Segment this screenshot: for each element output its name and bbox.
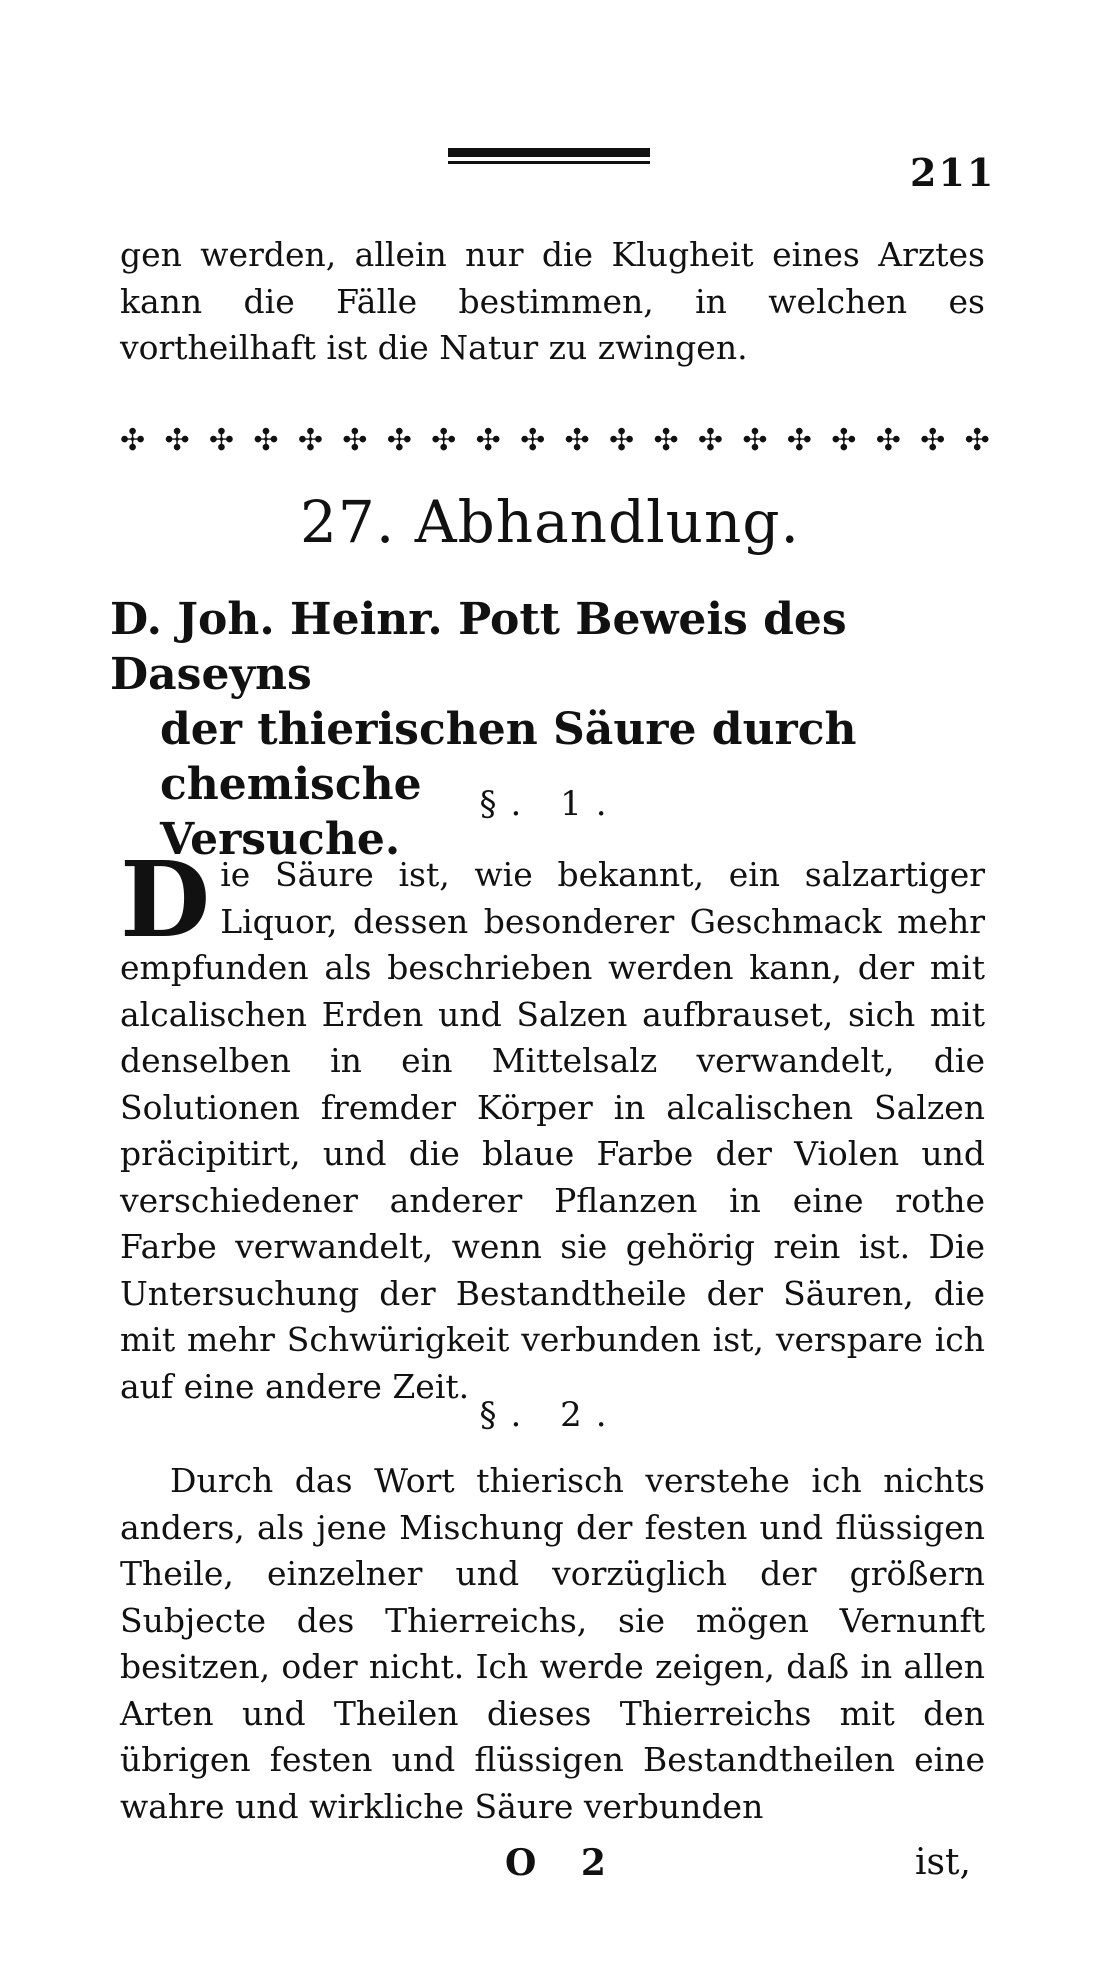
section-mark-1: §. 1. [479, 784, 621, 824]
ornament-glyph: ✣ [875, 422, 901, 458]
ornament-glyph: ✣ [120, 422, 146, 458]
ornament-divider [120, 420, 990, 460]
ornament-glyph: ✣ [253, 422, 279, 458]
ornament-glyph: ✣ [742, 422, 768, 458]
ornament-glyph: ✣ [697, 422, 724, 458]
ornament-glyph: ✣ [164, 422, 190, 458]
ornament-glyph: ✣ [920, 422, 946, 458]
paragraph-2: Durch das Wort thierisch verstehe ich nichts anders, als jene Mischung der festen und flüssigen Theile, einzelner und vorzüglich der größern Subjecte des Thierreichs, sie mögen Vernunft besitzen, oder nicht. Ich werde zeigen, daß in allen Arten und Theilen dieses Thierreichs mit den übrigen festen und flüssigen Bestandtheilen eine wahre und wirkliche Säure verbunden [120, 1461, 985, 1826]
ornament-glyph: ✣ [297, 422, 323, 458]
ornament-glyph: ✣ [831, 422, 857, 458]
heading-line-1: D. Joh. Heinr. Pott Beweis des Daseyns [110, 594, 847, 700]
page-number: 211 [910, 150, 996, 195]
article-heading [110, 592, 990, 867]
section-title: 27. Abhandlung. [300, 488, 800, 556]
header-rule [448, 148, 650, 157]
ornament-glyph: ✣ [520, 422, 546, 458]
ornament-glyph: ✣ [564, 422, 590, 458]
ornament-glyph: ✣ [475, 422, 501, 458]
ornament-glyph: ✣ [653, 422, 679, 458]
ornament-glyph: ✣ [786, 422, 812, 458]
drop-cap: D [120, 838, 211, 961]
ornament-glyph: ✣ [208, 422, 235, 458]
paragraph-1-text: ie Säure ist, wie bekannt, ein salzartiger Liquor, dessen besonderer Geschmack mehr empfunden als beschrieben werden kann, der mit alcalischen Erden und Salzen aufbrauset, sich mit denselben in ein Mittelsalz verwandelt, die Solutionen fremder Körper in alcalischen Salzen präcipitirt, und die blaue Farbe der Violen und verschiedener anderer Pflanzen in eine rothe Farbe verwandelt, wenn sie gehörig rein ist. Die Untersuchung der Bestandtheile der Säuren, die mit mehr Schwürigkeit verbunden ist, verspare ich auf eine andere Zeit. [120, 855, 985, 1406]
ornament-glyph: ✣ [431, 422, 457, 458]
ornament-glyph: ✣ [608, 422, 635, 458]
ornament-glyph: ✣ [342, 422, 368, 458]
heading-line-3: Versuche. [160, 814, 401, 865]
heading-line-2: der thierischen Säure durch chemische [160, 704, 857, 810]
section-mark-2: §. 2. [479, 1395, 621, 1435]
ornament-glyph: ✣ [386, 422, 412, 458]
ornament-glyph: ✣ [964, 422, 990, 458]
signature-mark: O 2 [505, 1842, 622, 1884]
previous-text: gen werden, allein nur die Klugheit eines Arztes kann die Fälle bestimmen, in welchen es vortheilhaft ist die Natur zu zwingen. [120, 235, 985, 367]
page-footer [0, 1842, 1100, 1892]
catchword: ist, [915, 1842, 971, 1883]
